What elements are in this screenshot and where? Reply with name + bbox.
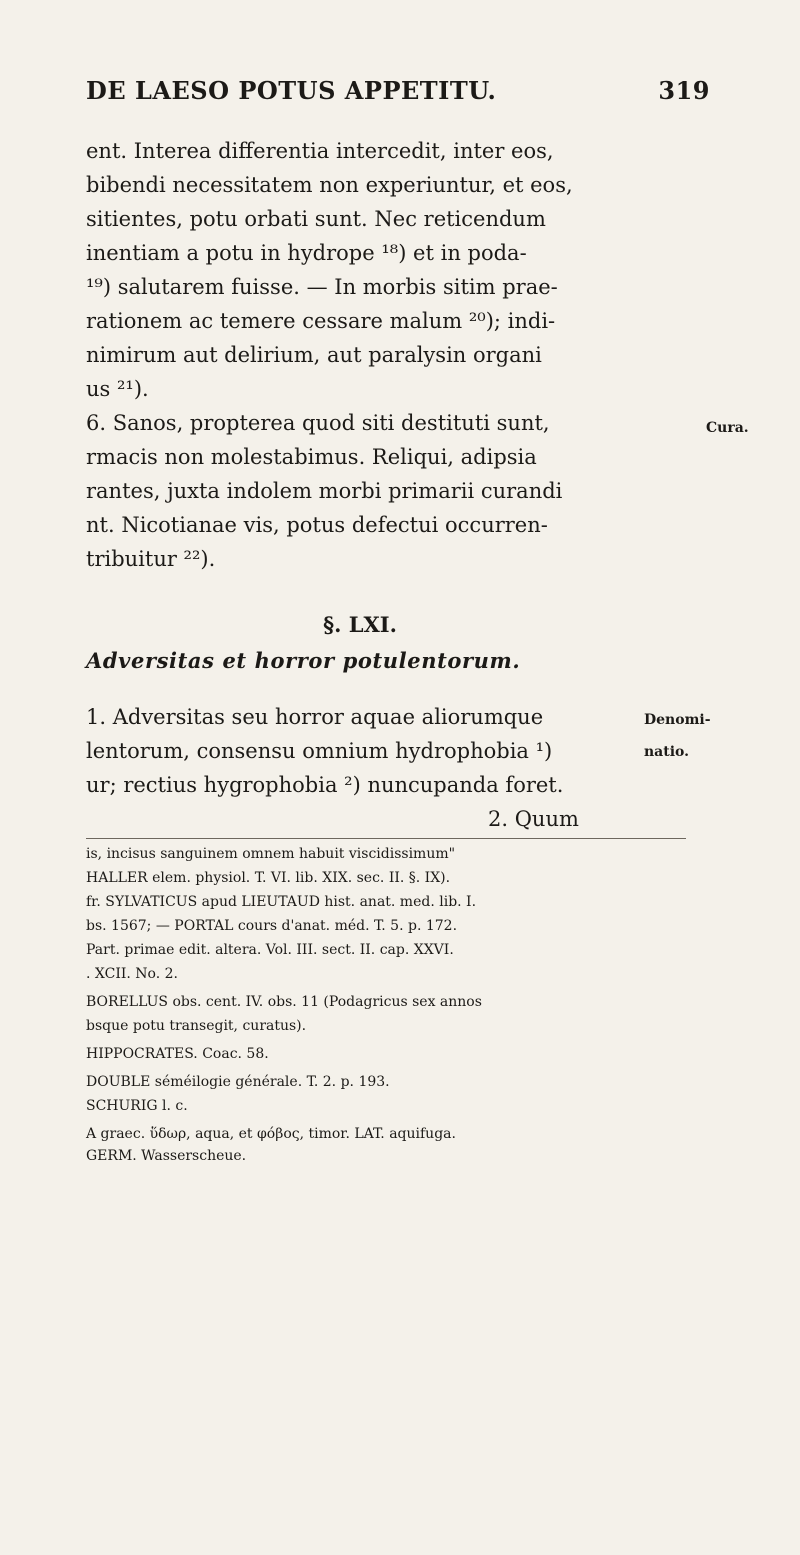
running-title: DE LAESO POTUS APPETITU. [86, 76, 497, 105]
text-line: rmacis non molestabimus. Reliqui, adipsia [86, 445, 537, 469]
footnote-line: HALLER elem. physiol. T. VI. lib. XIX. sec. II. §. IX). [86, 870, 451, 886]
text-line: 1. Adversitas seu horror aquae aliorumque [86, 705, 544, 729]
margin-note-denominatio: natio. [644, 744, 690, 760]
section-number: §. LXI. [323, 612, 397, 637]
margin-note-denominatio: Denomi- [644, 712, 711, 728]
text-line: lentorum, consensu omnium hydrophobia ¹) [86, 739, 553, 763]
margin-note-cura: Cura. [706, 420, 749, 436]
footnote-line: HIPPOCRATES. Coac. 58. [86, 1046, 269, 1062]
footnote-line: bsque potu transegit, curatus). [86, 1018, 307, 1034]
page-number: 319 [658, 76, 710, 105]
footnote-rule [86, 838, 686, 839]
text-line: rationem ac temere cessare malum ²⁰); indi- [86, 309, 556, 333]
text-line: ¹⁹) salutarem fuisse. — In morbis sitim prae- [86, 275, 558, 299]
footnote-line: DOUBLE séméilogie générale. T. 2. p. 193. [86, 1074, 390, 1090]
text-line: nimirum aut delirium, aut paralysin organi [86, 343, 542, 367]
footnote-line: A graec. ὕδωρ, aqua, et φόβος, timor. LAT. aquifuga. [86, 1126, 456, 1142]
footnote-line: GERM. Wasserscheue. [86, 1148, 247, 1164]
section-title: Adversitas et horror potulentorum. [86, 648, 521, 673]
footnote-line: is, incisus sanguinem omnem habuit viscidissimum" [86, 846, 456, 862]
footnote-line: bs. 1567; — PORTAL cours d'anat. méd. T. 5. p. 172. [86, 918, 458, 934]
text-line: inentiam a potu in hydrope ¹⁸) et in poda- [86, 241, 527, 265]
footnote-line: fr. SYLVATICUS apud LIEUTAUD hist. anat. med. lib. I. [86, 894, 477, 910]
text-line: sitientes, potu orbati sunt. Nec reticendum [86, 207, 546, 231]
text-line: rantes, juxta indolem morbi primarii curandi [86, 479, 563, 503]
text-line: nt. Nicotianae vis, potus defectui occurren- [86, 513, 548, 537]
text-line: ur; rectius hygrophobia ²) nuncupanda foret. [86, 773, 564, 797]
text-line: 6. Sanos, propterea quod siti destituti sunt, [86, 411, 550, 435]
footnote-line: Part. primae edit. altera. Vol. III. sect. II. cap. XXVI. [86, 942, 454, 958]
text-line: tribuitur ²²). [86, 547, 216, 571]
text-line: ent. Interea differentia intercedit, inter eos, [86, 139, 554, 163]
running-header [86, 76, 710, 105]
text-line: bibendi necessitatem non experiuntur, et eos, [86, 173, 573, 197]
footnote-line: . XCII. No. 2. [86, 966, 178, 982]
footnote-line: BORELLUS obs. cent. IV. obs. 11 (Podagricus sex annos [86, 994, 482, 1010]
text-line: 2. Quum [488, 807, 579, 831]
text-line: us ²¹). [86, 377, 149, 401]
footnote-line: SCHURIG l. c. [86, 1098, 188, 1114]
